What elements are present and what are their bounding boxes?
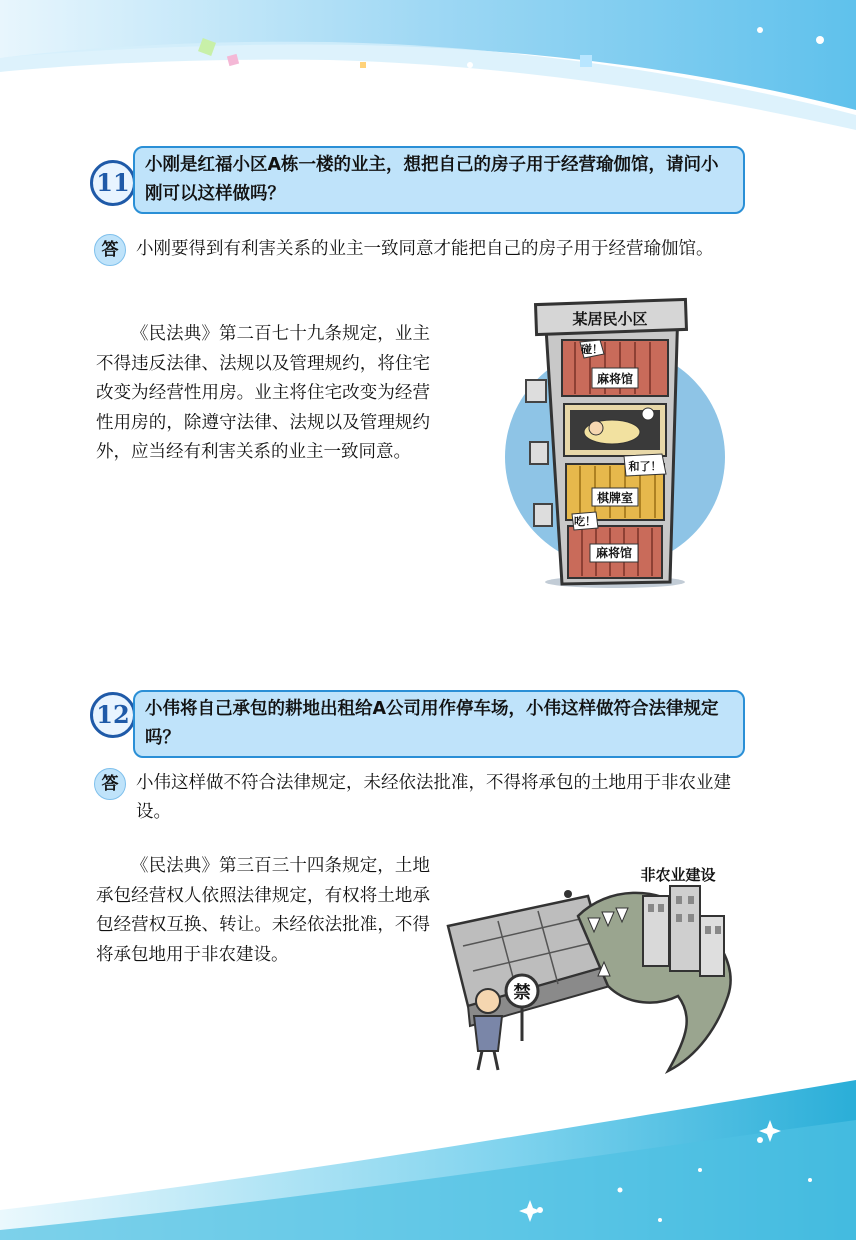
question-number-11: 11 <box>90 160 136 206</box>
building-sign-label: 某居民小区 <box>572 310 648 328</box>
question-box-11: 小刚是红福小区A栋一楼的业主，想把自己的房子用于经营瑜伽馆，请问小刚可以这样做吗？ <box>133 146 745 214</box>
building-illustration <box>500 292 730 592</box>
answer-text-11: 小刚要得到有利害关系的业主一致同意才能把自己的房子用于经营瑜伽馆。 <box>136 239 714 259</box>
sound-label-1: 碰！ <box>581 343 603 356</box>
answer-text-12: 小伟这样做不符合法律规定，未经依法批准，不得将承包的土地用于非农业建设。 <box>136 773 731 822</box>
question-number-12: 12 <box>90 692 136 738</box>
prohibit-sign-label: 禁 <box>513 983 531 1003</box>
question-box-12: 小伟将自己承包的耕地出租给A公司用作停车场，小伟这样做符合法律规定吗？ <box>133 690 745 758</box>
law-text-12: 《民法典》第三百三十四条规定，土地承包经营权人依照法律规定，有权将土地承包经营权互换、转让。未经依法批准，不得将承包地用于非农建设。 <box>96 856 430 965</box>
law-text-11: 《民法典》第二百七十九条规定，业主不得违反法律、法规以及管理规约，将住宅改变为经营性用房。业主将住宅改变为经营性用房的，除遵守法律、法规以及管理规约外，应当经有利害关系的业主一致同意。 <box>96 324 430 462</box>
crocodile-illustration <box>438 856 750 1078</box>
answer-badge-11: 答 <box>94 234 126 266</box>
bottom-wave-decoration <box>0 1060 856 1240</box>
answer-badge-12: 答 <box>94 768 126 800</box>
shop-label-2: 棋牌室 <box>596 491 634 505</box>
sound-label-2: 和了！ <box>628 460 662 473</box>
top-wave-decoration <box>0 0 856 150</box>
illustration-caption: 非农业建设 <box>640 866 716 884</box>
sound-label-3: 吃！ <box>574 515 596 528</box>
shop-label-3: 麻将馆 <box>595 546 633 560</box>
shop-label-1: 麻将馆 <box>596 372 634 386</box>
